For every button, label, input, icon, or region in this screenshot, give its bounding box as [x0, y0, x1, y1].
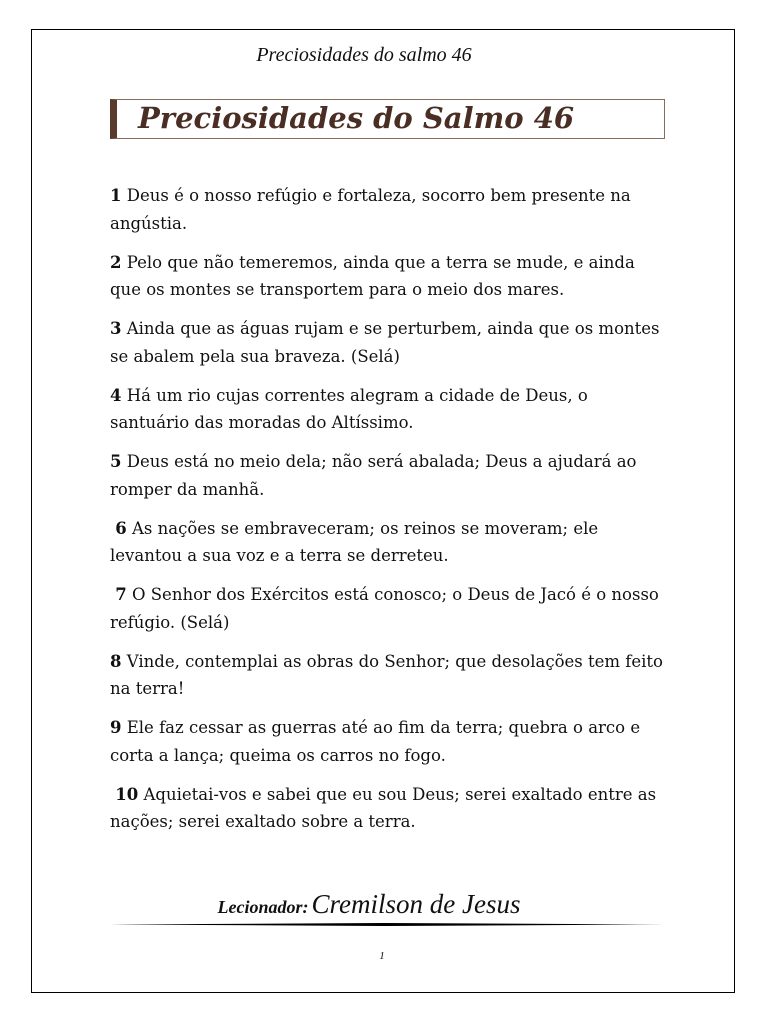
verse	[110, 448, 670, 503]
verse-text: Pelo que não temeremos, ainda que a terra se mude, e ainda que os montes se transportem para o meio dos mares.	[110, 252, 635, 299]
verse-number: 6	[115, 518, 127, 538]
verse	[110, 781, 670, 836]
verse-number: 9	[110, 718, 122, 737]
signature-name: Cremilson de Jesus	[311, 889, 521, 919]
verse	[110, 648, 670, 703]
verse-list	[110, 182, 670, 847]
title-box	[110, 99, 665, 139]
page-number: 1	[379, 950, 385, 962]
verse-text: Vinde, contemplai as obras do Senhor; que desolações tem feito na terra!	[110, 651, 663, 698]
verse-number: 5	[110, 452, 122, 471]
verse-text: Há um rio cujas correntes alegram a cidade de Deus, o santuário das moradas do Altíssimo.	[110, 385, 588, 432]
signature-divider	[110, 923, 665, 926]
verse-number: 3	[110, 319, 122, 338]
verse	[110, 515, 670, 570]
verse-text: O Senhor dos Exércitos está conosco; o Deus de Jacó é o nosso refúgio. (Selá)	[110, 585, 659, 632]
verse	[110, 315, 670, 370]
verse	[110, 182, 670, 237]
verse-text: Deus está no meio dela; não será abalada; Deus a ajudará ao romper da manhã.	[110, 452, 637, 499]
verse-text: Deus é o nosso refúgio e fortaleza, socorro bem presente na angústia.	[110, 186, 631, 233]
verse-text: Ele faz cessar as guerras até ao fim da terra; quebra o arco e corta a lança; queima os carros no fogo.	[110, 718, 641, 765]
verse	[110, 714, 670, 769]
signature-label: Lecionador:	[217, 897, 309, 917]
verse-number: 4	[110, 385, 122, 405]
verse-number: 7	[115, 585, 127, 604]
verse	[110, 581, 670, 636]
document-title: Preciosidades do Salmo 46	[138, 101, 575, 135]
verse-text: Aquietai-vos e sabei que eu sou Deus; serei exaltado entre as nações; serei exaltado sobre a terra.	[110, 784, 657, 831]
document-page	[31, 29, 735, 993]
verse	[110, 249, 670, 304]
verse-number: 2	[110, 252, 122, 272]
verse-number: 8	[110, 651, 122, 671]
verse-number: 1	[110, 186, 122, 205]
verse	[110, 382, 670, 437]
verse-text: As nações se embraveceram; os reinos se moveram; ele levantou a sua voz e a terra se derreteu.	[110, 518, 599, 565]
signature	[32, 889, 736, 920]
running-header: Preciosidades do salmo 46	[256, 44, 472, 66]
verse-number: 10	[115, 784, 139, 804]
verse-text: Ainda que as águas rujam e se perturbem, ainda que os montes se abalem pela sua braveza. (Selá)	[110, 319, 660, 366]
